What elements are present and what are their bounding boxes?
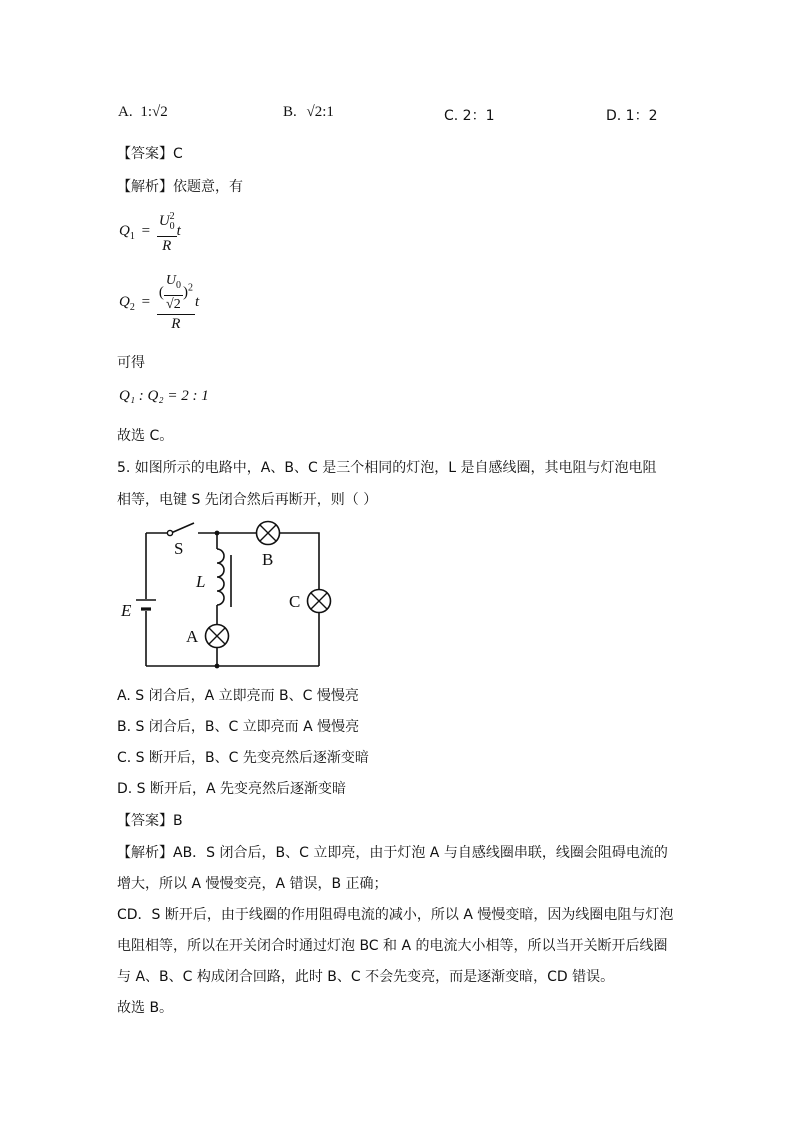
q5-option-a: A. S 闭合后，A 立即亮而 B、C 慢慢亮 <box>117 688 359 704</box>
q4-conclusion: 故选 C。 <box>117 428 174 444</box>
q5-option-c: C. S 断开后，B、C 先变亮然后逐渐变暗 <box>117 750 369 766</box>
q4-option-b <box>283 104 334 121</box>
q5-analysis-line-1: 【解析】AB．S 闭合后，B、C 立即亮，由于灯泡 A 与自感线圈串联，线圈会阻碍电流的 <box>117 845 668 861</box>
q4-answer: 【答案】C <box>117 146 183 162</box>
q5-stem-line-2: 相等，电键 S 先闭合然后再断开，则（ ） <box>117 492 378 508</box>
label-bulb-a: A <box>186 627 199 646</box>
q4-equation-1-fraction: $\frac{U_0^2}{R}$ <box>157 208 177 255</box>
q4-option-d: D. 1：2 <box>606 108 658 124</box>
label-switch-s: S <box>174 539 184 558</box>
q4-option-b-label: B. <box>283 104 297 120</box>
q4-option-a-value: 1:√2 <box>140 104 168 120</box>
junction-top <box>215 531 220 536</box>
q5-analysis-line-3: CD．S 断开后，由于线圈的作用阻碍电流的减小，所以 A 慢慢变暗，因为线圈电阻与灯泡 <box>117 907 674 923</box>
switch-blade <box>171 523 194 533</box>
label-bulb-c: C <box>289 592 301 611</box>
q4-analysis-lead: 【解析】依题意，有 <box>117 179 243 195</box>
q4-ratio-equation: Q₁ : Q₂ = 2 : 1 <box>119 388 209 404</box>
q4-option-b-value: √2:1 <box>306 104 334 120</box>
inductor-coil <box>217 549 224 605</box>
label-source-e: E <box>121 601 132 620</box>
q5-stem-line-1: 5. 如图所示的电路中，A、B、C 是三个相同的灯泡，L 是自感线圈，其电阻与灯泡电阻 <box>117 460 657 476</box>
bulb-a-icon <box>206 625 229 648</box>
wire-top-right <box>280 533 319 589</box>
bulb-b-icon <box>257 522 280 545</box>
q4-equation-2: $Q_2$ = ( $\frac{U_0}{√2}$ )$^2$ R t <box>119 273 200 332</box>
label-inductor-l: L <box>196 572 206 591</box>
q4-derive-label: 可得 <box>117 355 145 371</box>
junction-bottom <box>215 664 220 669</box>
q4-option-a <box>118 104 168 121</box>
q5-answer: 【答案】B <box>117 813 183 829</box>
q4-equation-2-fraction: ( $\frac{U_0}{√2}$ )$^2$ R <box>158 273 193 332</box>
q5-analysis-line-2: 增大，所以 A 慢慢变亮，A 错误，B 正确； <box>117 876 388 892</box>
q4-option-a-label: A. <box>118 104 133 120</box>
q5-analysis-line-5: 与 A、B、C 构成闭合回路，此时 B、C 不会先变亮，而是逐渐变暗，CD 错误。 <box>117 969 615 985</box>
switch-pivot <box>167 530 172 535</box>
q5-conclusion: 故选 B。 <box>117 1000 174 1016</box>
q4-equation-1: $Q_1$ = $\frac{U_0^2}{R}$ t <box>119 208 181 255</box>
label-bulb-b: B <box>262 550 274 569</box>
q5-option-d: D. S 断开后，A 先变亮然后逐渐变暗 <box>117 781 347 797</box>
q4-option-c: C. 2：1 <box>444 108 495 124</box>
bulb-c-icon <box>308 590 331 613</box>
battery-icon <box>136 600 156 609</box>
q5-analysis-line-4: 电阻相等，所以在开关闭合时通过灯泡 BC 和 A 的电流大小相等，所以当开关断开后线圈 <box>117 938 668 954</box>
circuit-diagram <box>110 515 345 675</box>
q5-option-b: B. S 闭合后，B、C 立即亮而 A 慢慢亮 <box>117 719 360 735</box>
